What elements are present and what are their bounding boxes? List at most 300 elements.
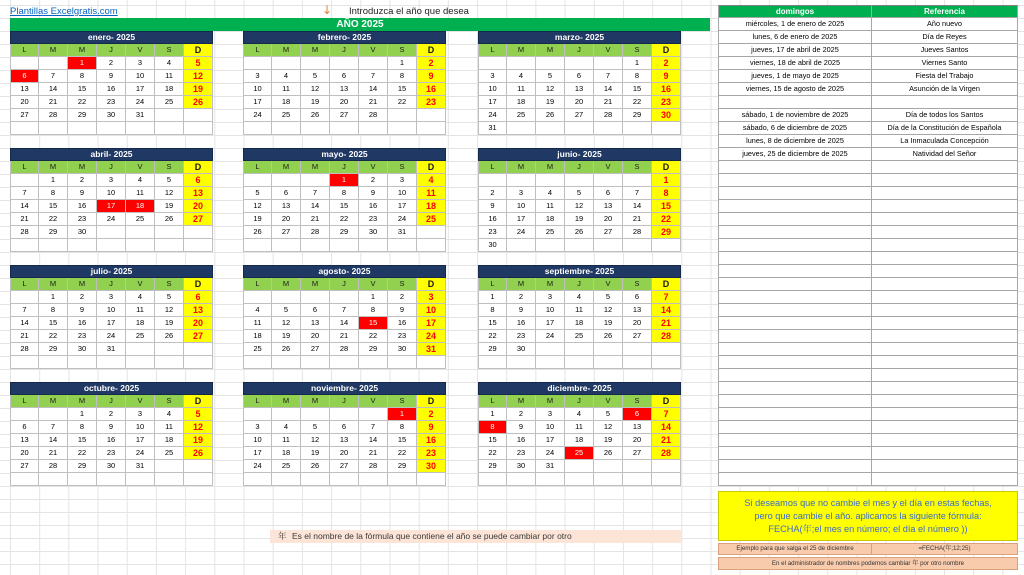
day-cell: 26	[301, 109, 330, 122]
sunday-day-cell: 6	[184, 291, 213, 304]
day-cell: 10	[478, 83, 507, 96]
day-cell: 15	[68, 434, 97, 447]
empty-row	[718, 369, 1018, 382]
day-cell: 29	[359, 343, 388, 356]
week-row	[478, 109, 681, 122]
day-cell: 11	[243, 317, 272, 330]
weekday-label: M	[68, 161, 97, 174]
day-cell: 1	[39, 291, 68, 304]
empty-row	[718, 382, 1018, 395]
week-row	[10, 408, 213, 421]
day-cell: 23	[507, 330, 536, 343]
empty-row	[718, 200, 1018, 213]
day-cell: 4	[565, 291, 594, 304]
holiday-reference-cell	[872, 317, 1018, 330]
day-cell: 27	[272, 226, 301, 239]
weekday-label: L	[478, 161, 507, 174]
sunday-label: D	[652, 44, 681, 57]
day-cell: 22	[330, 213, 359, 226]
day-cell: 14	[10, 200, 39, 213]
day-cell: 25	[126, 213, 155, 226]
day-cell: 23	[359, 213, 388, 226]
empty-day-cell	[330, 291, 359, 304]
empty-day-cell	[301, 122, 330, 135]
day-cell: 31	[126, 109, 155, 122]
weekday-label: L	[243, 161, 272, 174]
sunday-day-cell: 11	[417, 187, 446, 200]
day-cell: 13	[330, 83, 359, 96]
weekday-header-row	[243, 395, 446, 408]
empty-day-cell	[623, 356, 652, 369]
empty-day-cell	[126, 122, 155, 135]
day-cell: 6	[301, 304, 330, 317]
week-row	[243, 226, 446, 239]
empty-day-cell	[565, 343, 594, 356]
empty-day-cell	[507, 174, 536, 187]
empty-day-cell	[126, 343, 155, 356]
sunday-label: D	[184, 395, 213, 408]
day-cell: 14	[623, 200, 652, 213]
day-cell: 3	[243, 421, 272, 434]
sunday-label: D	[417, 395, 446, 408]
day-cell: 25	[507, 109, 536, 122]
day-cell: 27	[623, 330, 652, 343]
day-cell: 29	[39, 226, 68, 239]
holiday-reference-cell: Natividad del Señor	[872, 148, 1018, 161]
holiday-reference-cell: Día de todos los Santos	[872, 109, 1018, 122]
holiday-day-cell: 18	[126, 200, 155, 213]
day-cell: 5	[301, 421, 330, 434]
holiday-row	[718, 44, 1018, 57]
holiday-reference-cell	[872, 473, 1018, 486]
weekday-label: V	[594, 395, 623, 408]
day-cell: 1	[478, 408, 507, 421]
weekday-label: M	[39, 278, 68, 291]
down-arrow-icon: ↓	[322, 3, 333, 17]
day-cell: 13	[330, 434, 359, 447]
week-row	[243, 70, 446, 83]
day-cell: 23	[507, 447, 536, 460]
day-cell: 20	[301, 330, 330, 343]
empty-day-cell	[565, 356, 594, 369]
day-cell: 11	[126, 187, 155, 200]
week-row	[10, 304, 213, 317]
day-cell: 24	[507, 226, 536, 239]
empty-day-cell	[565, 174, 594, 187]
day-cell: 13	[623, 421, 652, 434]
holiday-reference-cell	[872, 447, 1018, 460]
empty-day-cell	[184, 226, 213, 239]
day-cell: 5	[243, 187, 272, 200]
day-cell: 4	[155, 408, 184, 421]
week-row	[243, 109, 446, 122]
sunday-day-cell: 16	[417, 434, 446, 447]
empty-day-cell	[388, 122, 417, 135]
empty-day-cell	[536, 57, 565, 70]
day-cell: 4	[507, 70, 536, 83]
day-cell: 19	[155, 317, 184, 330]
month-title: enero- 2025	[10, 31, 213, 44]
holiday-date-cell	[718, 382, 872, 395]
empty-day-cell	[623, 122, 652, 135]
day-cell: 24	[97, 330, 126, 343]
weekday-label: M	[507, 161, 536, 174]
day-cell: 26	[301, 460, 330, 473]
day-cell: 13	[272, 200, 301, 213]
day-cell: 27	[330, 460, 359, 473]
day-cell: 7	[39, 421, 68, 434]
sunday-label: D	[184, 161, 213, 174]
year-input-cell[interactable]: AÑO 2025	[10, 18, 710, 31]
day-cell: 10	[536, 304, 565, 317]
holiday-date-cell	[718, 213, 872, 226]
week-row	[478, 330, 681, 343]
weekday-label: M	[272, 278, 301, 291]
day-cell: 31	[478, 122, 507, 135]
day-cell: 12	[565, 200, 594, 213]
day-cell: 28	[594, 109, 623, 122]
day-cell: 16	[97, 434, 126, 447]
day-cell: 26	[594, 330, 623, 343]
week-row	[10, 70, 213, 83]
day-cell: 7	[359, 70, 388, 83]
day-cell: 10	[126, 421, 155, 434]
empty-day-cell	[301, 473, 330, 486]
sunday-label: D	[652, 161, 681, 174]
weekday-header-row	[10, 395, 213, 408]
weekday-label: M	[507, 395, 536, 408]
day-cell: 5	[594, 408, 623, 421]
day-cell: 21	[594, 96, 623, 109]
empty-day-cell	[39, 122, 68, 135]
empty-day-cell	[126, 226, 155, 239]
holiday-row	[718, 135, 1018, 148]
day-cell: 23	[388, 330, 417, 343]
weekday-label: M	[272, 395, 301, 408]
empty-day-cell	[68, 473, 97, 486]
day-cell: 29	[478, 343, 507, 356]
empty-row	[718, 252, 1018, 265]
week-row	[478, 421, 681, 434]
excelgratis-link[interactable]: Plantillas Excelgratis.com	[10, 6, 118, 17]
day-cell: 8	[388, 70, 417, 83]
empty-day-cell	[652, 343, 681, 356]
day-cell: 28	[623, 226, 652, 239]
sunday-day-cell: 15	[652, 200, 681, 213]
day-cell: 22	[68, 447, 97, 460]
week-row	[10, 239, 213, 252]
day-cell: 21	[301, 213, 330, 226]
day-cell: 15	[478, 434, 507, 447]
empty-day-cell	[126, 356, 155, 369]
week-row	[243, 187, 446, 200]
day-cell: 4	[126, 174, 155, 187]
sunday-day-cell: 12	[184, 421, 213, 434]
day-cell: 9	[507, 421, 536, 434]
day-cell: 31	[126, 460, 155, 473]
empty-day-cell	[68, 356, 97, 369]
weekday-label: V	[594, 278, 623, 291]
day-cell: 2	[97, 57, 126, 70]
weekday-label: J	[97, 278, 126, 291]
sunday-day-cell: 3	[417, 291, 446, 304]
holiday-reference-cell	[872, 330, 1018, 343]
sunday-day-cell: 2	[417, 57, 446, 70]
weekday-label: L	[10, 44, 39, 57]
day-cell: 9	[388, 304, 417, 317]
formula-name-note-text: Es el nombre de la fórmula que contiene el año se puede cambiar por otro	[292, 531, 572, 541]
holiday-row	[718, 70, 1018, 83]
weekday-label: S	[388, 161, 417, 174]
day-cell: 14	[39, 83, 68, 96]
day-cell: 13	[623, 304, 652, 317]
day-cell: 22	[39, 213, 68, 226]
empty-day-cell	[536, 356, 565, 369]
day-cell: 3	[243, 70, 272, 83]
weekday-header-row	[478, 395, 681, 408]
weekday-label: L	[10, 278, 39, 291]
empty-day-cell	[417, 239, 446, 252]
month-calendar	[478, 265, 681, 369]
holiday-reference-cell	[872, 356, 1018, 369]
weekday-label: L	[243, 395, 272, 408]
day-cell: 10	[126, 70, 155, 83]
day-cell: 7	[594, 70, 623, 83]
weekday-label: V	[359, 44, 388, 57]
example-label: Ejemplo para que salga el 25 de diciembre	[718, 543, 872, 555]
month-calendar	[478, 148, 681, 252]
holiday-date-cell	[718, 291, 872, 304]
holiday-row	[718, 57, 1018, 70]
day-cell: 27	[623, 447, 652, 460]
day-cell: 16	[388, 317, 417, 330]
holiday-reference-cell	[872, 291, 1018, 304]
day-cell: 3	[126, 408, 155, 421]
empty-day-cell	[301, 57, 330, 70]
weekday-label: M	[39, 395, 68, 408]
holiday-date-cell	[718, 252, 872, 265]
day-cell: 8	[330, 187, 359, 200]
day-cell: 29	[39, 343, 68, 356]
sunday-label: D	[652, 278, 681, 291]
holiday-row	[718, 18, 1018, 31]
empty-day-cell	[155, 473, 184, 486]
week-row	[243, 447, 446, 460]
day-cell: 22	[388, 96, 417, 109]
day-cell: 16	[478, 213, 507, 226]
empty-day-cell	[652, 239, 681, 252]
day-cell: 10	[243, 83, 272, 96]
empty-day-cell	[359, 122, 388, 135]
empty-day-cell	[272, 408, 301, 421]
holiday-reference-cell	[872, 96, 1018, 109]
empty-day-cell	[301, 291, 330, 304]
day-cell: 20	[565, 96, 594, 109]
day-cell: 27	[10, 109, 39, 122]
empty-day-cell	[126, 239, 155, 252]
weekday-label: S	[623, 44, 652, 57]
day-cell: 8	[68, 421, 97, 434]
day-cell: 2	[478, 187, 507, 200]
month-title: marzo- 2025	[478, 31, 681, 44]
weekday-header-row	[478, 161, 681, 174]
day-cell: 19	[301, 447, 330, 460]
day-cell: 21	[39, 96, 68, 109]
empty-day-cell	[594, 460, 623, 473]
name-manager-note: En el administrador de nombres podemos cambiar 年 por otro nombre	[718, 557, 1018, 570]
sunday-day-cell: 9	[417, 70, 446, 83]
day-cell: 23	[68, 330, 97, 343]
week-row	[10, 473, 213, 486]
day-cell: 29	[68, 109, 97, 122]
day-cell: 18	[507, 96, 536, 109]
day-cell: 9	[478, 200, 507, 213]
holiday-reference-cell	[872, 369, 1018, 382]
day-cell: 25	[565, 330, 594, 343]
day-cell: 2	[507, 408, 536, 421]
week-row	[243, 317, 446, 330]
week-row	[478, 447, 681, 460]
day-cell: 26	[536, 109, 565, 122]
day-cell: 17	[536, 317, 565, 330]
day-cell: 3	[97, 291, 126, 304]
sunday-day-cell: 25	[417, 213, 446, 226]
sunday-label: D	[417, 278, 446, 291]
holiday-reference-cell: Fiesta del Trabajo	[872, 70, 1018, 83]
empty-day-cell	[184, 122, 213, 135]
empty-day-cell	[10, 174, 39, 187]
empty-day-cell	[10, 356, 39, 369]
day-cell: 1	[39, 174, 68, 187]
day-cell: 22	[478, 447, 507, 460]
week-row	[243, 200, 446, 213]
empty-row	[718, 408, 1018, 421]
empty-day-cell	[243, 122, 272, 135]
weekday-label: S	[623, 278, 652, 291]
empty-day-cell	[478, 473, 507, 486]
holiday-date-cell	[718, 265, 872, 278]
day-cell: 19	[565, 213, 594, 226]
week-row	[243, 83, 446, 96]
empty-day-cell	[272, 239, 301, 252]
day-cell: 19	[155, 200, 184, 213]
holiday-row	[718, 148, 1018, 161]
empty-day-cell	[10, 239, 39, 252]
day-cell: 31	[536, 460, 565, 473]
day-cell: 14	[359, 434, 388, 447]
month-calendar	[478, 382, 681, 486]
day-cell: 11	[565, 304, 594, 317]
weekday-label: S	[155, 161, 184, 174]
holidays-table-header	[718, 5, 1018, 18]
empty-row	[718, 395, 1018, 408]
holiday-date-cell	[718, 187, 872, 200]
empty-day-cell	[507, 239, 536, 252]
empty-day-cell	[623, 343, 652, 356]
day-cell: 30	[97, 460, 126, 473]
weekday-label: J	[565, 278, 594, 291]
empty-day-cell	[39, 356, 68, 369]
empty-day-cell	[594, 356, 623, 369]
day-cell: 4	[565, 408, 594, 421]
holiday-reference-cell	[872, 304, 1018, 317]
sunday-day-cell: 28	[652, 447, 681, 460]
weekday-label: V	[126, 161, 155, 174]
sunday-day-cell: 5	[184, 57, 213, 70]
holiday-reference-cell	[872, 200, 1018, 213]
weekday-label: L	[10, 395, 39, 408]
holiday-date-cell	[718, 408, 872, 421]
empty-day-cell	[536, 174, 565, 187]
weekday-label: M	[536, 44, 565, 57]
day-cell: 9	[97, 421, 126, 434]
day-cell: 8	[39, 304, 68, 317]
day-cell: 20	[10, 96, 39, 109]
weekday-label: M	[301, 161, 330, 174]
month-calendar	[243, 265, 446, 369]
sunday-day-cell: 5	[184, 408, 213, 421]
day-cell: 30	[507, 460, 536, 473]
day-cell: 20	[623, 317, 652, 330]
holiday-day-cell: 6	[623, 408, 652, 421]
holiday-reference-cell	[872, 174, 1018, 187]
holiday-date-cell	[718, 96, 872, 109]
sunday-day-cell: 19	[184, 434, 213, 447]
week-row	[10, 122, 213, 135]
month-calendar	[10, 382, 213, 486]
day-cell: 20	[594, 213, 623, 226]
empty-row	[718, 421, 1018, 434]
empty-day-cell	[243, 239, 272, 252]
day-cell: 26	[272, 343, 301, 356]
day-cell: 13	[565, 83, 594, 96]
day-cell: 19	[594, 434, 623, 447]
day-cell: 17	[243, 96, 272, 109]
day-cell: 20	[623, 434, 652, 447]
day-cell: 3	[97, 174, 126, 187]
day-cell: 11	[155, 70, 184, 83]
holidays-table	[718, 5, 1018, 486]
holiday-reference-cell	[872, 278, 1018, 291]
sunday-label: D	[417, 161, 446, 174]
holiday-date-cell	[718, 239, 872, 252]
holiday-date-cell	[718, 304, 872, 317]
sunday-day-cell: 30	[417, 460, 446, 473]
week-row	[243, 473, 446, 486]
empty-day-cell	[10, 473, 39, 486]
day-cell: 14	[359, 83, 388, 96]
empty-day-cell	[243, 57, 272, 70]
weekday-header-row	[10, 44, 213, 57]
holiday-date-cell: jueves, 25 de diciembre de 2025	[718, 148, 872, 161]
week-row	[10, 460, 213, 473]
day-cell: 11	[126, 304, 155, 317]
empty-day-cell	[594, 174, 623, 187]
day-cell: 3	[478, 70, 507, 83]
sunday-day-cell: 12	[184, 70, 213, 83]
day-cell: 7	[10, 187, 39, 200]
day-cell: 8	[68, 70, 97, 83]
empty-day-cell	[565, 473, 594, 486]
month-title: agosto- 2025	[243, 265, 446, 278]
weekday-label: M	[507, 44, 536, 57]
weekday-label: M	[301, 278, 330, 291]
day-cell: 26	[155, 330, 184, 343]
day-cell: 8	[623, 70, 652, 83]
sunday-day-cell: 30	[652, 109, 681, 122]
weekday-label: J	[97, 44, 126, 57]
day-cell: 9	[68, 187, 97, 200]
